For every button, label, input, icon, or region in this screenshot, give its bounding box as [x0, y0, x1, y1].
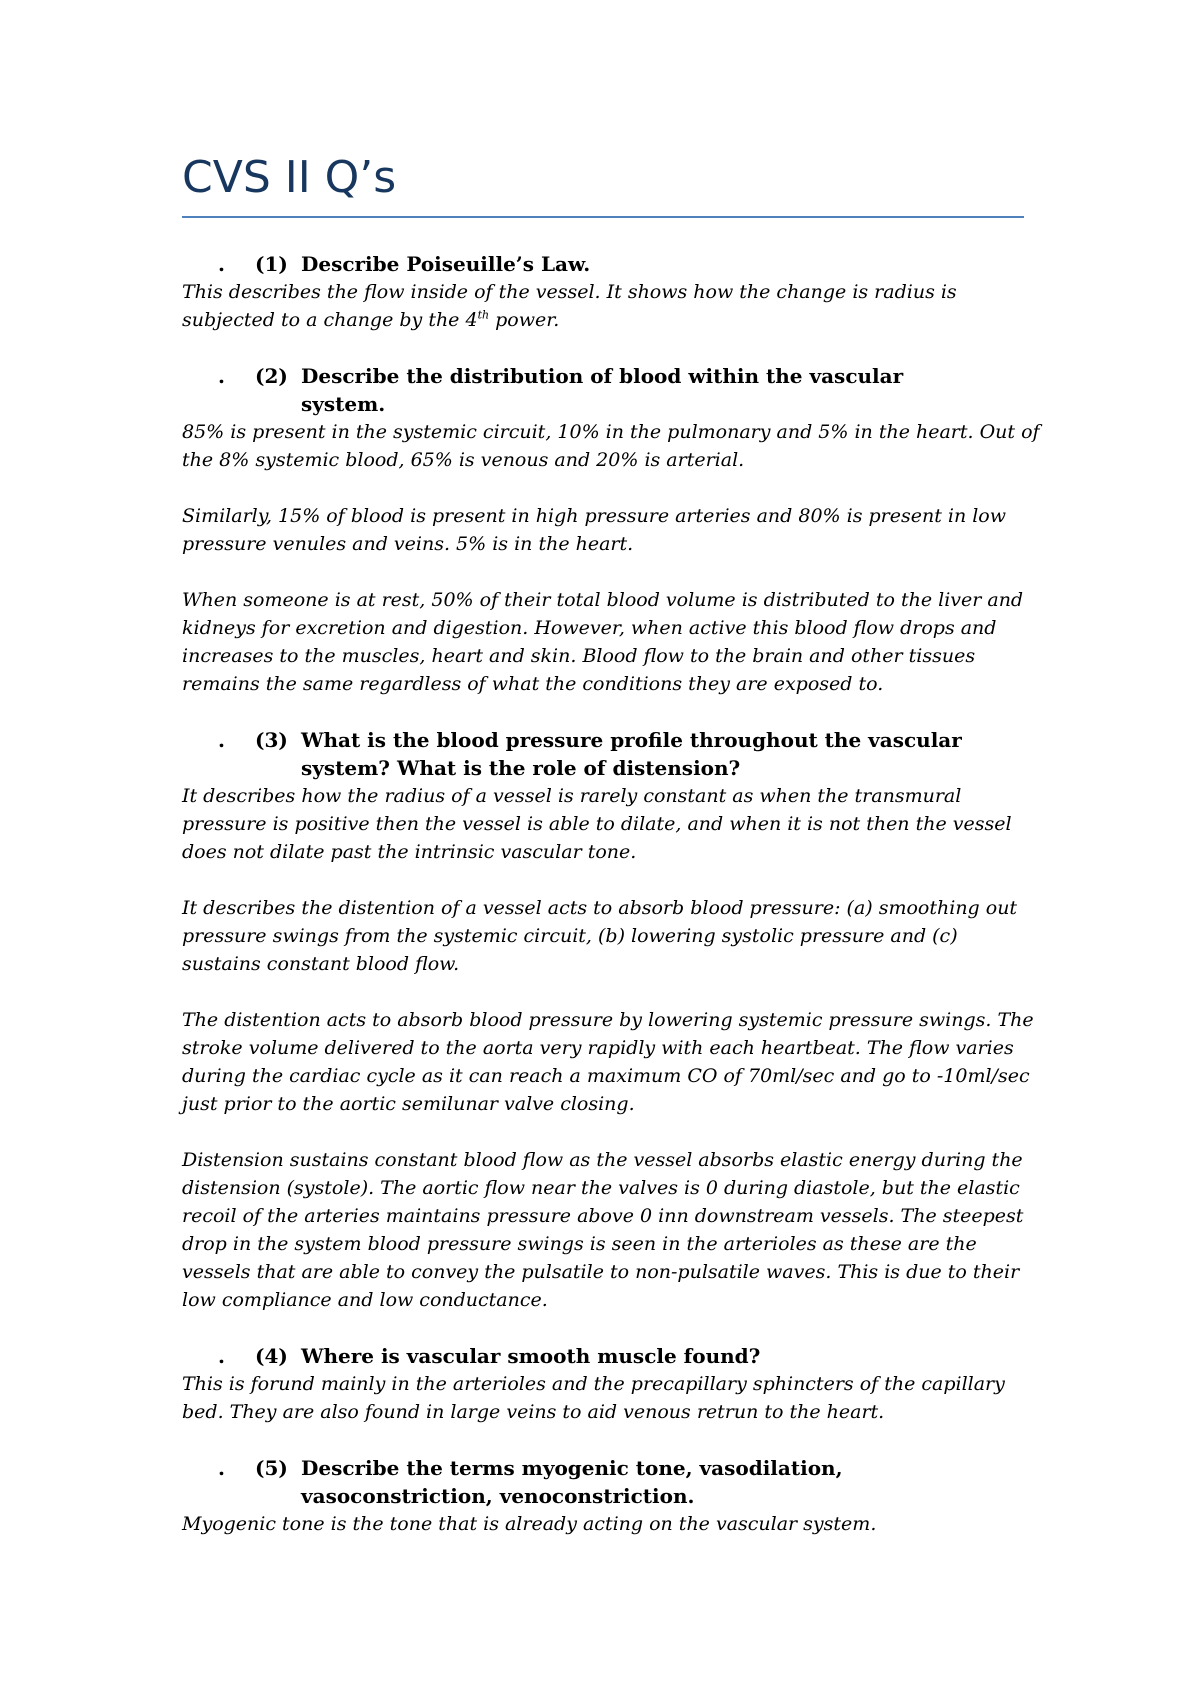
answer-paragraph: When someone is at rest, 50% of their total blood volume is distributed to the liver and kidneys for excretion and digestion. However, when active this blood flow drops and increases to the muscles, heart and skin. Blood flow to the brain and other tissues remains the same regardless of what the conditions they are exposed to.: [182, 589, 1024, 695]
answer-paragraph: This is forund mainly in the arterioles and the precapillary sphincters of the capillary bed. They are also found in large veins to aid venous retrun to the heart.: [182, 1373, 1005, 1423]
document-body: [182, 250, 1042, 1538]
question-text: Describe the distribution of blood within the vascular system.: [301, 364, 904, 416]
superscript: th: [477, 308, 490, 322]
answer-paragraph: Similarly, 15% of blood is present in high pressure arteries and 80% is present in low pressure venules and veins. 5% is in the heart.: [182, 505, 1007, 555]
question-3: [182, 726, 1042, 782]
document-title: CVS II Q’s: [182, 152, 397, 203]
question-text: Where is vascular smooth muscle found?: [301, 1344, 761, 1368]
answer-paragraph: It describes the distention of a vessel acts to absorb blood pressure: (a) smoothing out pressure swings from the systemic circuit, (b) lowering systolic pressure and (c) sustains constant blood flow.: [182, 897, 1018, 975]
list-bullet: .: [218, 364, 225, 388]
answer-paragraph: The distention acts to absorb blood pressure by lowering systemic pressure swings. The stroke volume delivered to the aorta very rapidly with each heartbeat. The flow varies during the cardiac cycle as it can reach a maximum CO of 70ml/sec and go to -10ml/sec just prior to the aortic semilunar valve closing.: [182, 1009, 1034, 1115]
question-4: [182, 1342, 1042, 1370]
list-bullet: .: [218, 1344, 225, 1368]
list-bullet: .: [218, 728, 225, 752]
question-1: [182, 250, 1042, 278]
answer-paragraph: [182, 278, 1042, 334]
question-number: (2): [255, 364, 288, 388]
question-number: (3): [255, 728, 288, 752]
question-number: (1): [255, 252, 288, 276]
question-2: [182, 362, 1042, 418]
question-5: [182, 1454, 1042, 1510]
question-text: Describe the terms myogenic tone, vasodilation, vasoconstriction, venoconstriction.: [301, 1456, 843, 1508]
answer-paragraph: Distension sustains constant blood flow as the vessel absorbs elastic energy during the distension (systole). The aortic flow near the valves is 0 during diastole, but the elastic recoil of the arteries maintains pressure above 0 inn downstream vessels. The steepest drop in the system blood pressure swings is seen in the arterioles as these are the vessels that are able to convey the pulsatile to non-pulsatile waves. This is due to their low compliance and low conductance.: [182, 1149, 1024, 1311]
answer-text: power.: [489, 309, 560, 331]
question-text: Describe Poiseuille’s Law.: [301, 252, 591, 276]
title-underline: [182, 216, 1024, 218]
list-bullet: .: [218, 1456, 225, 1480]
question-number: (5): [255, 1456, 288, 1480]
question-number: (4): [255, 1344, 288, 1368]
question-text: What is the blood pressure profile throughout the vascular system? What is the role of distension?: [301, 728, 962, 780]
answer-paragraph: Myogenic tone is the tone that is already acting on the vascular system.: [182, 1513, 877, 1535]
answer-paragraph: It describes how the radius of a vessel is rarely constant as when the transmural pressure is positive then the vessel is able to dilate, and when it is not then the vessel does not dilate past the intrinsic vascular tone.: [182, 785, 1012, 863]
answer-text: This describes the flow inside of the vessel. It shows how the change is radius is subjected to a change by the 4: [182, 281, 957, 331]
answer-paragraph: 85% is present in the systemic circuit, 10% in the pulmonary and 5% in the heart. Out of the 8% systemic blood, 65% is venous and 20% is arterial.: [182, 421, 1040, 471]
list-bullet: .: [218, 252, 225, 276]
